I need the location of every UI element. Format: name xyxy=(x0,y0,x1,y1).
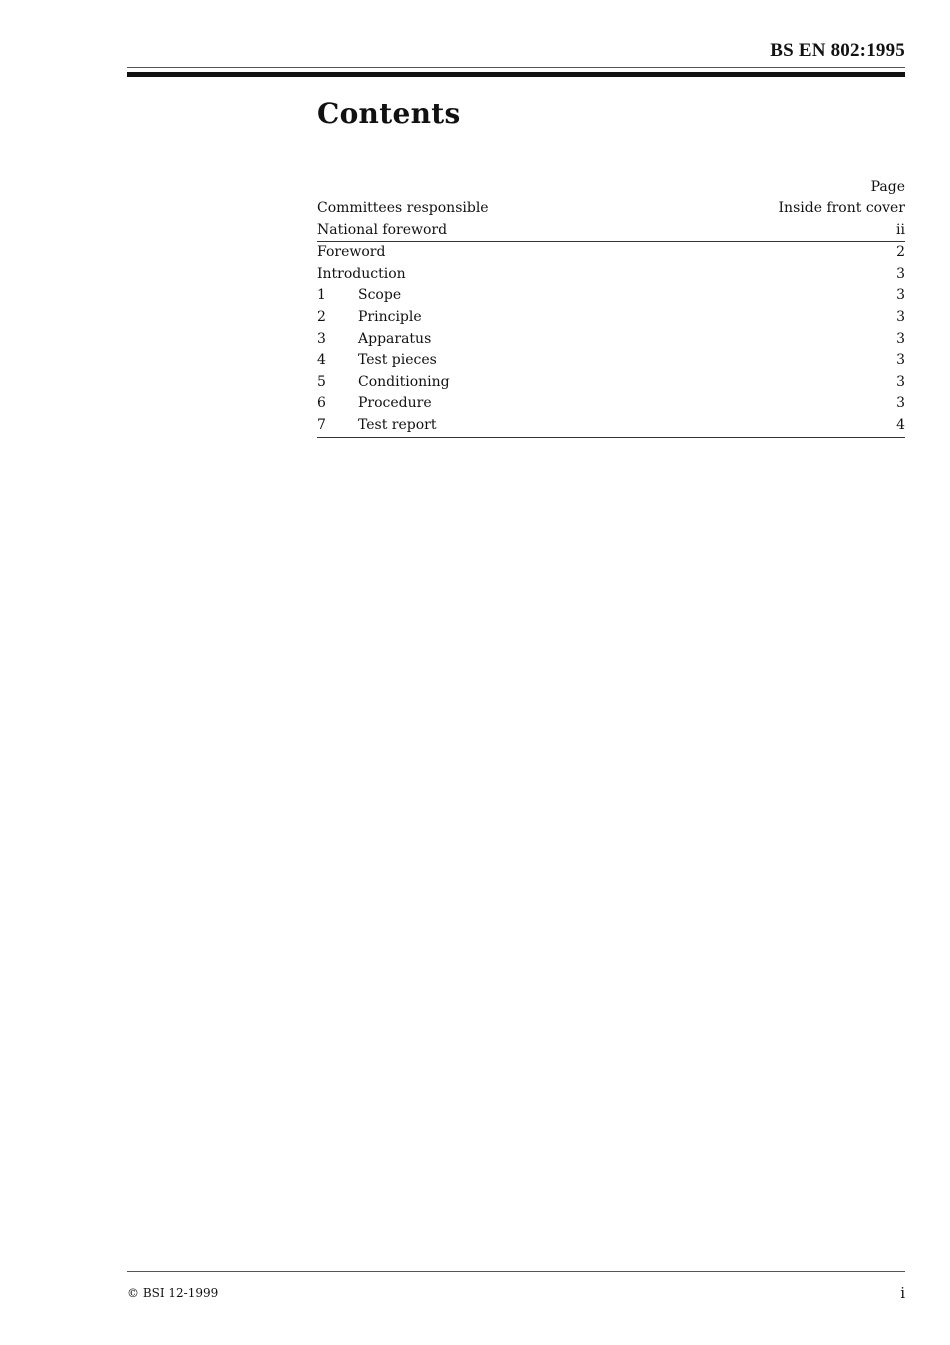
toc-row-conditioning xyxy=(317,372,905,394)
toc-row-introduction xyxy=(317,264,905,286)
toc-row-national-foreword xyxy=(317,220,905,243)
toc-page: 3 xyxy=(896,352,905,369)
footer-rule xyxy=(127,1271,905,1272)
toc-page: 3 xyxy=(896,330,905,347)
toc-label: Principle xyxy=(358,308,422,325)
toc-row-principle xyxy=(317,307,905,329)
toc-number: 1 xyxy=(317,287,326,304)
toc-label: Scope xyxy=(358,287,402,304)
toc-number: 4 xyxy=(317,352,326,369)
toc-row-procedure xyxy=(317,393,905,415)
toc-page: 4 xyxy=(896,416,905,433)
toc-row-foreword xyxy=(317,242,905,264)
toc-label: Test pieces xyxy=(358,352,437,369)
page-column-header: Page xyxy=(870,179,905,195)
toc-label: National foreword xyxy=(317,221,448,238)
toc-label: Introduction xyxy=(317,265,406,282)
header-rule-thick xyxy=(127,72,905,77)
toc-row-committees xyxy=(317,198,905,220)
toc-page: 3 xyxy=(896,373,905,390)
page-title: Contents xyxy=(317,97,461,130)
toc-label: Conditioning xyxy=(358,373,450,390)
toc-number: 2 xyxy=(317,308,326,325)
toc-number: 5 xyxy=(317,373,326,390)
toc-page: 2 xyxy=(896,244,905,261)
toc-row-apparatus xyxy=(317,329,905,351)
toc-row-test-pieces xyxy=(317,350,905,372)
toc-label: Committees responsible xyxy=(317,200,489,216)
toc-page: ii xyxy=(896,221,905,238)
footer-page-number: i xyxy=(900,1284,905,1302)
toc-page: 3 xyxy=(896,287,905,304)
toc-page: 3 xyxy=(896,308,905,325)
table-of-contents xyxy=(317,176,905,438)
toc-page: 3 xyxy=(896,265,905,282)
toc-row-test-report xyxy=(317,415,905,438)
header-rule-thin xyxy=(127,67,905,68)
toc-row-scope xyxy=(317,285,905,307)
toc-page: 3 xyxy=(896,395,905,412)
toc-label: Apparatus xyxy=(358,330,432,347)
toc-label: Foreword xyxy=(317,244,386,261)
toc-label: Test report xyxy=(358,416,437,433)
document-number: BS EN 802:1995 xyxy=(770,40,905,61)
toc-label: Procedure xyxy=(358,395,432,412)
toc-number: 7 xyxy=(317,416,326,433)
toc-number: 3 xyxy=(317,330,326,347)
footer-copyright: © BSI 12-1999 xyxy=(127,1286,219,1300)
toc-page: Inside front cover xyxy=(778,200,905,216)
toc-number: 6 xyxy=(317,395,326,412)
